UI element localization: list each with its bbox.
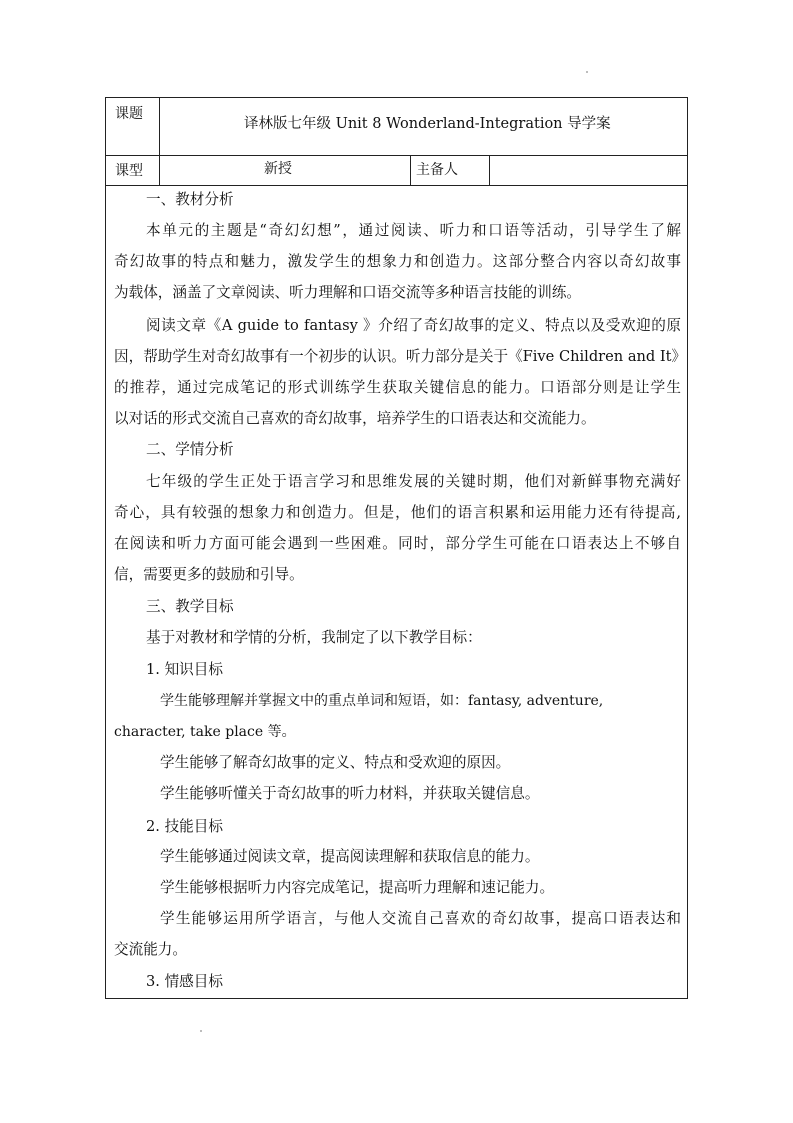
page-mark-top [586, 71, 588, 73]
paragraph-line: 在阅读和听力方面可能会遇到一些困难。同时，部分学生可能在口语表达上不够自 [114, 535, 681, 552]
paragraph-line: 学生能够通过阅读文章，提高阅读理解和获取信息的能力。 [160, 848, 540, 865]
divider [159, 156, 160, 185]
paragraph-line: 阅读文章《A guide to fantasy 》介绍了奇幻故事的定义、特点以及受欢迎的原 [146, 317, 681, 334]
topic-value: 译林版七年级 Unit 8 Wonderland-Integration 导学案 [244, 116, 611, 132]
content-area [106, 186, 687, 998]
divider [410, 156, 411, 185]
paragraph-line: 学生能够运用所学语言，与他人交流自己喜欢的奇幻故事，提高口语表达和 [160, 910, 681, 927]
paragraph-line: 信，需要更多的鼓励和引导。 [114, 566, 304, 583]
type-value: 新授 [264, 161, 292, 177]
topic-label: 课题 [115, 106, 143, 122]
sub-heading: 2. 技能目标 [146, 818, 223, 835]
paragraph-line: 七年级的学生正处于语言学习和思维发展的关键时期，他们对新鲜事物充满好 [146, 473, 681, 490]
paragraph-line: 交流能力。 [114, 941, 187, 958]
section-heading: 三、教学目标 [146, 598, 234, 615]
paragraph-line: 学生能够理解并掌握文中的重点单词和短语，如：fantasy, adventure, [160, 693, 604, 709]
paragraph-line: 因，帮助学生对奇幻故事有一个初步的认识。听力部分是关于《Five Children and It》 [114, 348, 687, 365]
section-heading: 二、学情分析 [146, 441, 234, 458]
type-label: 课型 [115, 163, 143, 179]
page-mark-bottom [200, 1030, 202, 1032]
preparer-label: 主备人 [416, 162, 458, 178]
sub-heading: 3. 情感目标 [146, 973, 223, 990]
header-row-type [106, 156, 687, 186]
header-row-topic [106, 98, 687, 156]
section-heading: 一、教材分析 [146, 191, 234, 208]
lesson-plan-table [105, 97, 688, 999]
paragraph-line: character, take place 等。 [114, 724, 296, 740]
sub-heading: 1. 知识目标 [146, 661, 223, 678]
paragraph-line: 以对话的形式交流自己喜欢的奇幻故事，培养学生的口语表达和交流能力。 [114, 410, 596, 427]
paragraph-line: 为载体，涵盖了文章阅读、听力理解和口语交流等多种语言技能的训练。 [114, 284, 582, 301]
paragraph-line: 的推荐，通过完成笔记的形式训练学生获取关键信息的能力。口语部分则是让学生 [114, 379, 681, 396]
paragraph-line: 奇幻故事的特点和魅力，激发学生的想象力和创造力。这部分整合内容以奇幻故事 [114, 253, 681, 270]
paragraph-line: 基于对教材和学情的分析，我制定了以下教学目标： [146, 629, 482, 646]
divider [489, 156, 490, 185]
paragraph-line: 学生能够了解奇幻故事的定义、特点和受欢迎的原因。 [160, 754, 511, 771]
paragraph-line: 学生能够根据听力内容完成笔记，提高听力理解和速记能力。 [160, 879, 555, 896]
divider [159, 98, 160, 155]
paragraph-line: 学生能够听懂关于奇幻故事的听力材料，并获取关键信息。 [160, 785, 540, 802]
paragraph-line: 本单元的主题是“奇幻幻想”，通过阅读、听力和口语等活动，引导学生了解 [146, 222, 681, 239]
paragraph-line: 奇心，具有较强的想象力和创造力。但是，他们的语言积累和运用能力还有待提高, [114, 504, 681, 521]
